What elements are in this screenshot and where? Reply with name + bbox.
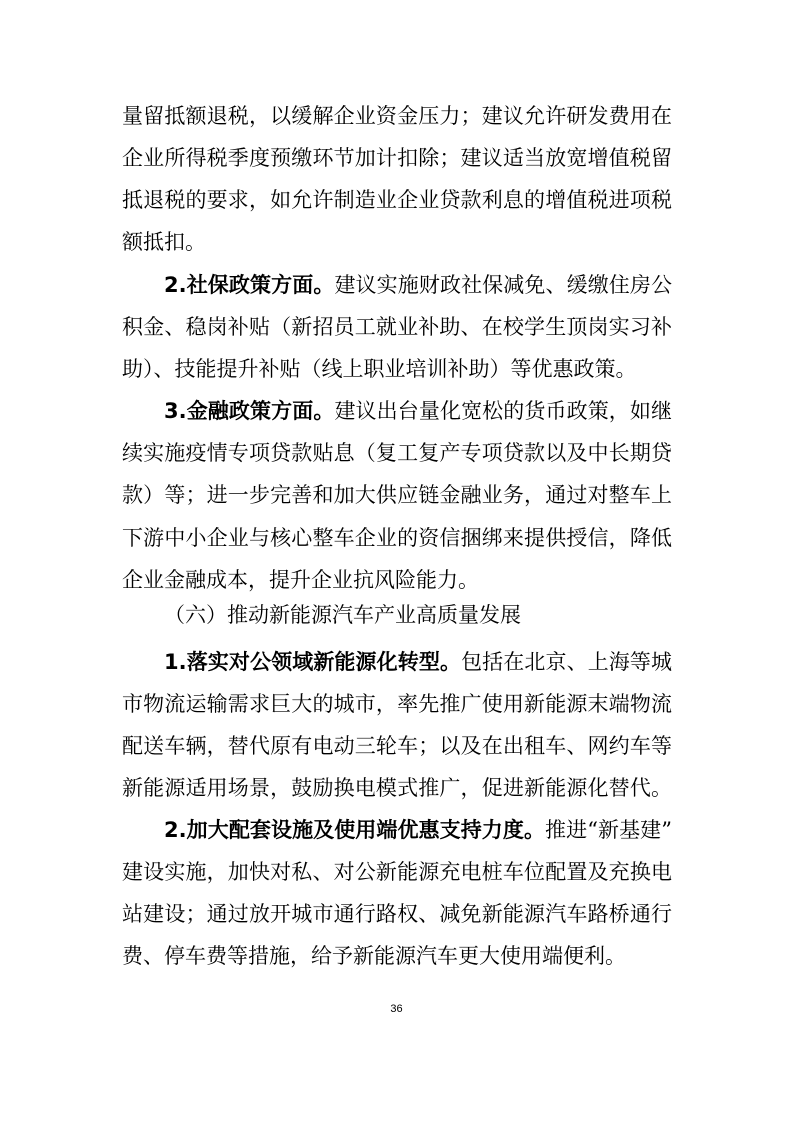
item-heading: 1.落实对公领域新能源化转型。	[164, 650, 462, 674]
body-text-line: 下游中小企业与核心整车企业的资信捆绑来提供授信，降低	[122, 526, 672, 550]
section-item-finance	[164, 394, 672, 428]
section-heading: （六）推动新能源汽车产业高质量发展	[164, 603, 521, 627]
body-text-line: 积金、稳岗补贴（新招员工就业补助、在校学生顶岗实习补	[122, 315, 672, 339]
body-text-line: 新能源适用场景，鼓励换电模式推广，促进新能源化替代。	[122, 776, 672, 800]
item-text: 建议出台量化宽松的货币政策，如继	[334, 399, 673, 423]
section-item-infrastructure	[164, 813, 672, 847]
body-text-line: 费、停车费等措施，给予新能源汽车更大使用端便利。	[122, 944, 626, 968]
item-heading: 3.金融政策方面。	[164, 399, 335, 423]
body-text-line: 建设实施，加快对私、对公新能源充电桩车位配置及充换电	[122, 860, 672, 884]
item-text: 包括在北京、上海等城	[461, 650, 673, 674]
body-text-line: 配送车辆，替代原有电动三轮车；以及在出租车、网约车等	[122, 734, 672, 758]
section-item-public-sector	[164, 645, 672, 679]
item-text: 推进“新基建”	[545, 818, 672, 842]
body-text-line: 助）、技能提升补贴（线上职业培训补助）等优惠政策。	[122, 357, 637, 381]
item-heading: 2.社保政策方面。	[164, 273, 335, 297]
body-text-line: 企业金融成本，提升企业抗风险能力。	[122, 568, 479, 592]
body-text-line: 款）等；进一步完善和加大供应链金融业务，通过对整车上	[122, 483, 672, 507]
body-text-line: 市物流运输需求巨大的城市，率先推广使用新能源末端物流	[122, 692, 672, 716]
section-item-social-security	[164, 268, 672, 302]
body-text-line: 站建设；通过放开城市通行路权、减免新能源汽车路桥通行	[122, 902, 672, 926]
body-text-line: 续实施疫情专项贷款贴息（复工复产专项贷款以及中长期贷	[122, 441, 672, 465]
page-number: 36	[390, 1003, 403, 1015]
body-text-line: 企业所得税季度预缴环节加计扣除；建议适当放宽增值税留	[122, 146, 672, 170]
item-text: 建议实施财政社保减免、缓缴住房公	[334, 273, 673, 297]
item-heading: 2.加大配套设施及使用端优惠支持力度。	[164, 818, 546, 842]
body-text-line: 量留抵额退税，以缓解企业资金压力；建议允许研发费用在	[122, 104, 672, 128]
body-text-line: 额抵扣。	[122, 230, 206, 254]
body-text-line: 抵退税的要求，如允许制造业企业贷款利息的增值税进项税	[122, 188, 672, 212]
